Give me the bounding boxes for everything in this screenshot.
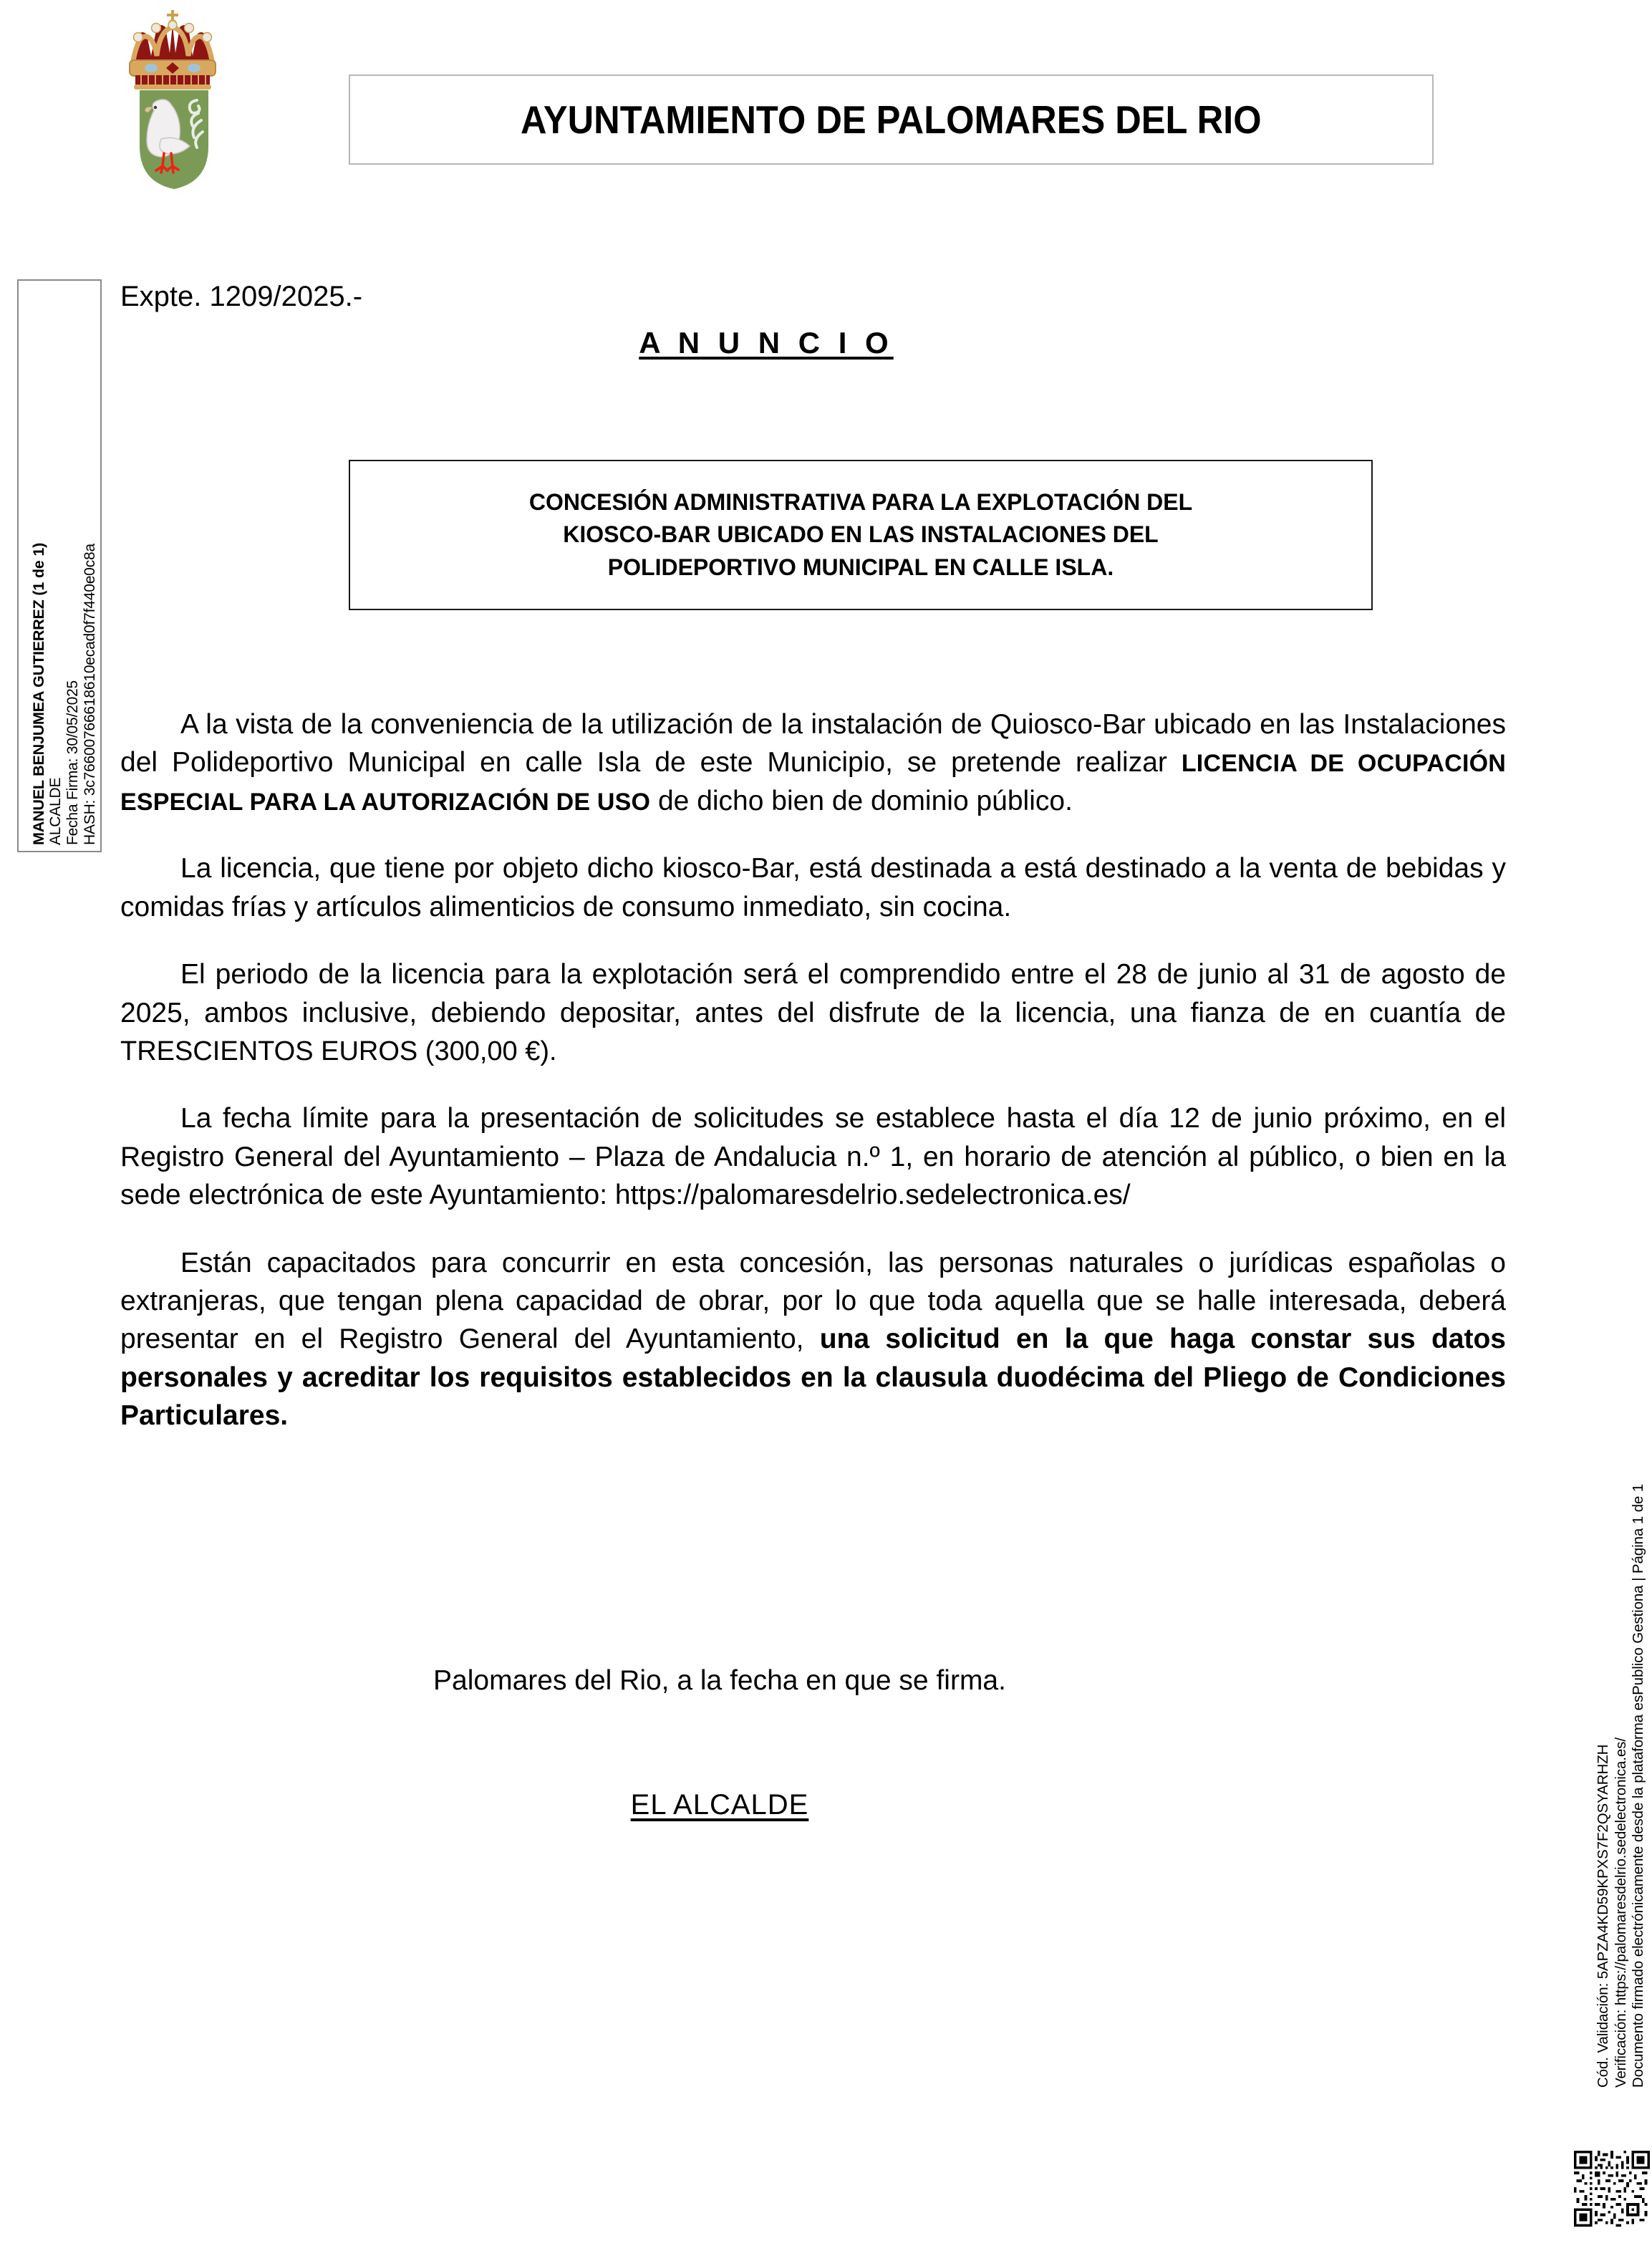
verification-url: Verificación: https://palomaresdelrio.sedelectronica.es/	[1612, 1737, 1629, 2088]
paragraph-1-part-b: de dicho bien de dominio público.	[650, 785, 1073, 816]
file-number: Expte. 1209/2025.-	[120, 281, 363, 312]
shield-icon	[140, 90, 208, 189]
paragraph-3-amount: TRESCIENTOS EUROS (300,00 €).	[120, 1036, 557, 1066]
paragraph-5	[120, 1244, 1506, 1435]
closing-signatory-wrap	[0, 1789, 1439, 1821]
announcement-heading: A N U N C I O	[639, 326, 894, 360]
signature-date: Fecha Firma: 30/05/2025	[64, 680, 82, 845]
verification-footer-sidebar	[1583, 1404, 1649, 2091]
closing-signatory: EL ALCALDE	[630, 1789, 809, 1821]
verification-footer-text-block	[1585, 1407, 1648, 2088]
paragraph-1	[120, 705, 1506, 820]
signer-name: MANUEL BENJUMEA GUTIERREZ (1 de 1)	[29, 542, 47, 845]
signer-role: ALCALDE	[47, 777, 64, 845]
paragraph-5-part-a: Están capacitados para concurrir en esta concesión, las personas naturales o jurídicas españolas o extranjeras, que tengan plena capacidad de obrar, por lo que toda aquella que se halle interesada, deberá presentar en el Registro General del Ayuntamiento,	[120, 1247, 1506, 1355]
paragraph-3	[120, 955, 1506, 1070]
coat-of-arms-icon	[117, 6, 231, 192]
signature-sidebar-text-block	[20, 286, 99, 845]
paragraph-2: La licencia, que tiene por objeto dicho kiosco-Bar, está destinada a está destinado a la venta de bebidas y comidas frías y artículos alimenticios de consumo inmediato, sin cocina.	[120, 853, 1506, 922]
signature-hash: HASH: 3c76600766618610ecad0f7f440e0c8a	[82, 544, 99, 845]
paragraph-1-part-a: A la vista de la conveniencia de la utilización de la instalación de Quiosco-Bar ubicado en las Instalaciones del Polideportivo Municipal en calle Isla de este Municipio, se pretende realizar	[120, 709, 1506, 778]
paragraph-5-emphasis: una solicitud en la que haga constar sus datos personales y acreditar los requisitos establecidos en la clausula duodécima del Pliego de Condiciones Particulares.	[120, 1324, 1506, 1432]
validation-code: Cód. Validación: 5APZA4KD59KPXS7F2QSYARHZH	[1595, 1744, 1612, 2088]
platform-note: Documento firmado electrónicamente desde la plataforma esPublico Gestiona | Página 1 de 1	[1630, 1483, 1647, 2088]
signature-sidebar	[17, 279, 102, 852]
paragraph-4: La fecha límite para la presentación de solicitudes se establece hasta el día 12 de junio próximo, en el Registro General del Ayuntamiento – Plaza de Andalucia n.º 1, en horario de atención al público, o bien en la sede electrónica de este Ayuntamiento: https://palomaresdelrio.sedelectronica.es/	[120, 1103, 1506, 1211]
closing-place-date: Palomares del Rio, a la fecha en que se firma.	[433, 1665, 1006, 1696]
document-body	[120, 705, 1506, 1465]
paragraph-3-part-a: El periodo de la licencia para la explotación será el comprendido entre el 28 de junio al 31 de agosto de 2025, ambos inclusive, debiendo depositar, antes del disfrute de la licencia, una fianza de en cuantía de	[120, 959, 1506, 1028]
announcement-heading-wrap	[0, 326, 1532, 360]
crown-icon	[130, 10, 216, 90]
subject-box	[349, 460, 1373, 610]
subject-line-3: POLIDEPORTIVO MUNICIPAL EN CALLE ISLA.	[607, 554, 1114, 580]
paragraph-1-emphasis: LICENCIA DE OCUPACIÓN ESPECIAL PARA LA AUTORIZACIÓN DE USO	[120, 750, 1506, 816]
subject-line-2: KIOSCO-BAR UBICADO EN LAS INSTALACIONES DEL	[563, 521, 1159, 548]
subject-line-1: CONCESIÓN ADMINISTRATIVA PARA LA EXPLOTACIÓN DEL	[528, 488, 1193, 515]
header-title-box	[349, 74, 1434, 165]
page-title: AYUNTAMIENTO DE PALOMARES DEL RIO	[521, 97, 1262, 142]
qr-code-icon	[1574, 2151, 1650, 2227]
